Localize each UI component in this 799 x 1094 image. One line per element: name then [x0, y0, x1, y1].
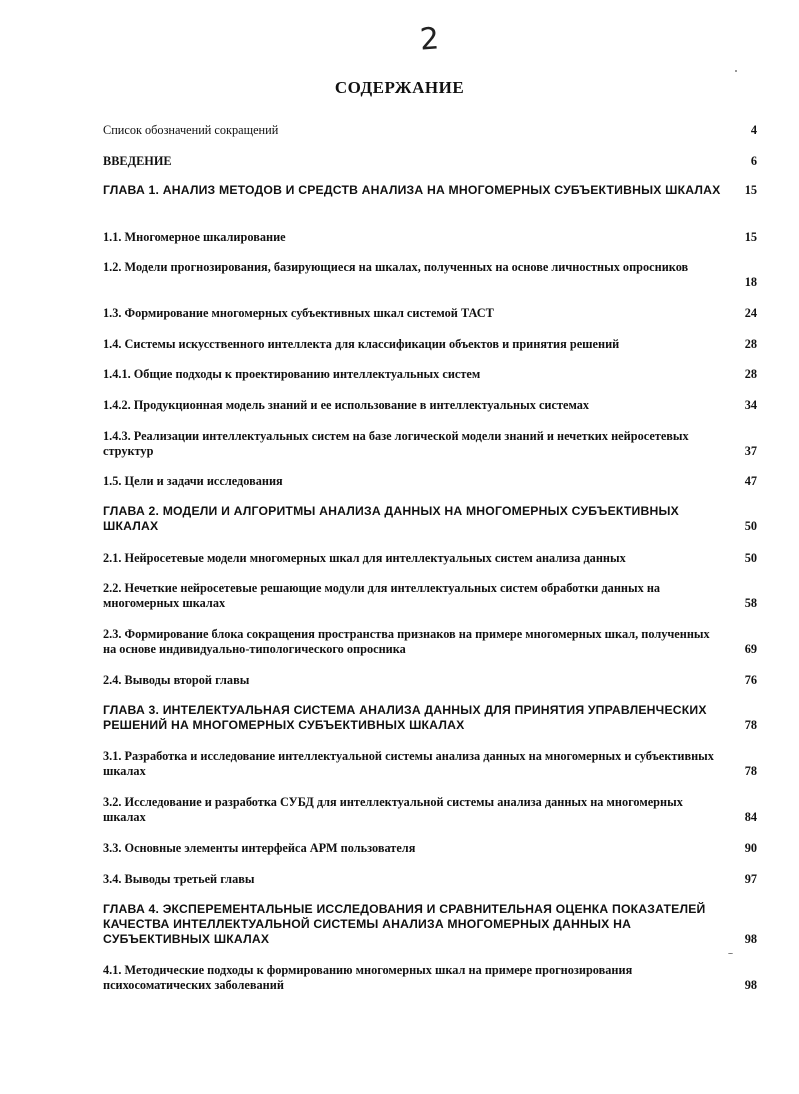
toc-entry-text: 3.2. Исследование и разработка СУБД для интеллектуальной системы анализа данных на многомерных шкалах	[103, 795, 683, 824]
toc-entry-text: 1.3. Формирование многомерных субъективных шкал системой ТАСТ	[103, 306, 494, 320]
toc-entry	[103, 337, 757, 352]
toc-entry-page: 97	[744, 872, 757, 886]
toc-entry-text: 2.2. Нечеткие нейросетевые решающие модули для интеллектуальных систем обработки данных на многомерных шкалах	[103, 581, 661, 610]
toc-entry	[103, 872, 757, 887]
contents-title: СОДЕРЖАНИЕ	[334, 78, 465, 97]
toc-entry-text: 1.4.3. Реализации интеллектуальных систем на базе логической модели знаний и нечетких нейросетевых структур	[103, 429, 689, 458]
toc-entry	[103, 581, 757, 611]
toc-entry-text: ГЛАВА 3. ИНТЕЛЕКТУАЛЬНАЯ СИСТЕМА АНАЛИЗА ДАННЫХ ДЛЯ ПРИНЯТИЯ УПРАВЛЕНЧЕСКИХ РЕШЕНИЙ НА МНОГОМЕРНЫХ СУБЪЕКТИВНЫХ ШКАЛАХ	[103, 703, 707, 732]
toc-entry-text: 2.3. Формирование блока сокращения пространства признаков на примере многомерных шкал, полученных на основе индивидуально-типологического опросника	[103, 627, 710, 656]
toc-entry-page: 50	[744, 551, 757, 565]
toc-entry-page: 98	[744, 978, 757, 992]
toc-entry-page: 15	[744, 183, 757, 197]
toc-entry-text: ВВЕДЕНИЕ	[103, 154, 172, 168]
scan-speck	[735, 70, 737, 72]
toc-chapter-entry	[103, 504, 757, 534]
toc-entry-text: 2.4. Выводы второй главы	[103, 673, 250, 687]
toc-entry	[103, 230, 757, 245]
toc-entry-page: 28	[744, 367, 757, 381]
toc-entry	[103, 398, 757, 413]
toc-chapter-entry	[103, 902, 757, 947]
toc-entry-text: ГЛАВА 2. МОДЕЛИ И АЛГОРИТМЫ АНАЛИЗА ДАННЫХ НА МНОГОМЕРНЫХ СУБЪЕКТИВНЫХ ШКАЛАХ	[103, 504, 679, 533]
toc-entry-page: 84	[744, 810, 757, 824]
toc-entry-page: 98	[744, 932, 757, 946]
toc-entry-text: 1.4.1. Общие подходы к проектированию интеллектуальных систем	[103, 367, 481, 381]
toc-entry-page: 28	[744, 337, 757, 351]
toc-entry-text: 3.1. Разработка и исследование интеллектуальной системы анализа данных на многомерных и субъективных шкалах	[103, 749, 714, 778]
toc-entry-page: 37	[744, 444, 757, 458]
scan-speck	[728, 953, 733, 954]
toc-entry	[103, 673, 757, 688]
toc-entry-text: 3.3. Основные элементы интерфейса АРМ пользователя	[103, 841, 416, 855]
toc-entry-page: 78	[744, 718, 757, 732]
toc-entry	[103, 429, 757, 459]
toc-entry-text: 1.1. Многомерное шкалирование	[103, 230, 286, 244]
toc-entry-page: 90	[744, 841, 757, 855]
toc-entry-page: 69	[744, 642, 757, 656]
toc-entry-page: 15	[744, 230, 757, 244]
toc-entry-text: 1.5. Цели и задачи исследования	[103, 474, 283, 488]
toc-entry-page: 24	[744, 306, 757, 320]
toc-entry	[103, 474, 757, 489]
toc-entry-text: ГЛАВА 1. АНАЛИЗ МЕТОДОВ И СРЕДСТВ АНАЛИЗА НА МНОГОМЕРНЫХ СУБЪЕКТИВНЫХ ШКАЛАХ	[103, 183, 721, 197]
toc-entry	[103, 367, 757, 382]
toc-entry-text: 2.1. Нейросетевые модели многомерных шкал для интеллектуальных систем анализа данных	[103, 551, 626, 565]
toc-chapter-entry	[103, 183, 757, 198]
toc-entry-page: 6	[750, 154, 757, 168]
toc-entry-page: 58	[744, 596, 757, 610]
handwritten-page-number: 2	[418, 21, 441, 58]
toc-entry-page: 76	[744, 673, 757, 687]
toc-entry	[103, 963, 757, 993]
toc-entry-text: 1.2. Модели прогнозирования, базирующиеся на шкалах, полученных на основе личностных опросников	[103, 260, 689, 274]
toc-entry	[103, 795, 757, 825]
toc-entry	[103, 749, 757, 779]
toc-entry	[103, 154, 757, 169]
toc-entry	[103, 841, 757, 856]
toc-entry	[103, 260, 757, 290]
toc-entry-page: 47	[744, 474, 757, 488]
toc-entry	[103, 123, 757, 138]
toc-chapter-entry	[103, 703, 757, 733]
toc-entry-text: 3.4. Выводы третьей главы	[103, 872, 255, 886]
toc-entry	[103, 551, 757, 566]
toc-entry-page: 4	[750, 123, 757, 137]
toc-entry-page: 18	[744, 275, 757, 289]
toc-entry-text: 1.4.2. Продукционная модель знаний и ее использование в интеллектуальных системах	[103, 398, 590, 412]
toc-entry	[103, 627, 757, 657]
toc-entry-page: 50	[744, 519, 757, 533]
toc-entry-text: 1.4. Системы искусственного интеллекта для классификации объектов и принятия решений	[103, 337, 620, 351]
toc-entry-text: Список обозначений сокращений	[103, 123, 279, 137]
toc-entry-page: 78	[744, 764, 757, 778]
toc-entry-text: 4.1. Методические подходы к формированию многомерных шкал на примере прогнозирования психосоматических заболеваний	[103, 963, 633, 992]
toc-entry	[103, 306, 757, 321]
toc-entry-text: ГЛАВА 4. ЭКСПЕРЕМЕНТАЛЬНЫЕ ИССЛЕДОВАНИЯ И СРАВНИТЕЛЬНАЯ ОЦЕНКА ПОКАЗАТЕЛЕЙ КАЧЕСТВА ИНТЕЛЛЕКТУАЛЬНОЙ СИСТЕМЫ АНАЛИЗА МНОГОМЕРНЫХ ДАННЫХ НА СУБЪЕКТИВНЫХ ШКАЛАХ	[103, 902, 706, 946]
toc-entry-page: 34	[744, 398, 757, 412]
